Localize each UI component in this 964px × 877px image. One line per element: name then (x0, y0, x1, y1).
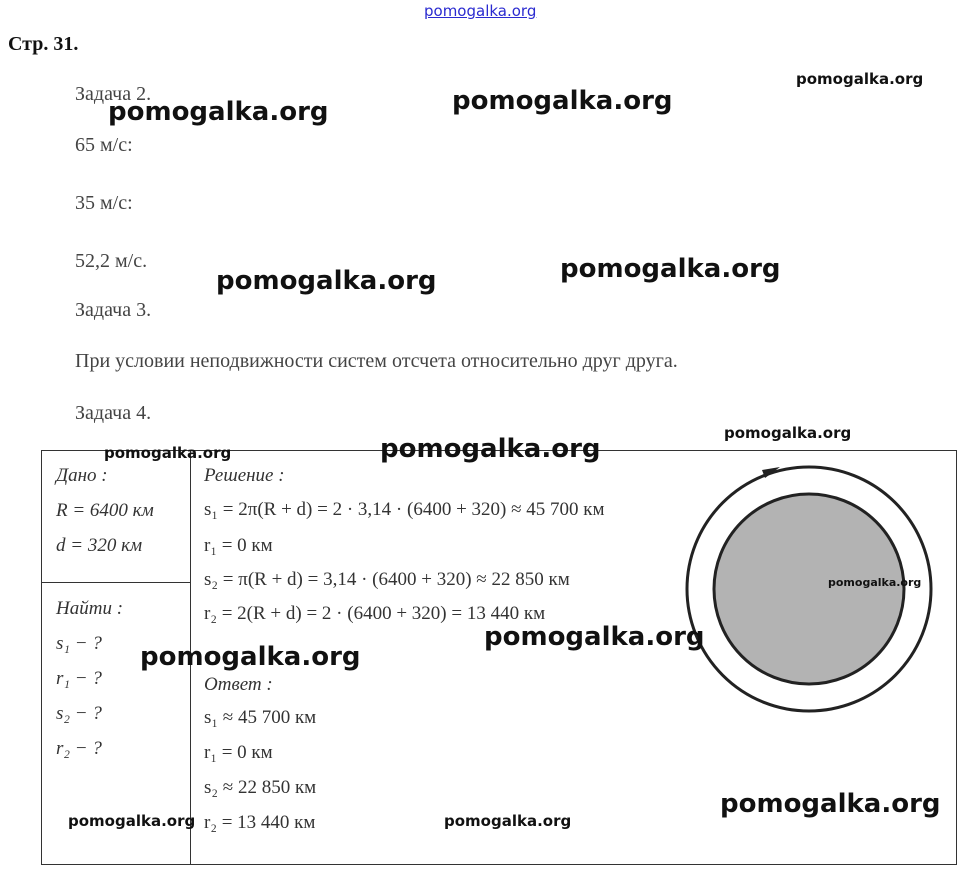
watermark: pomogalka.org (216, 266, 437, 296)
find-item: r₂ − ? (56, 738, 102, 759)
task3-title: Задача 3. (75, 299, 152, 321)
watermark: pomogalka.org (104, 444, 232, 462)
orbit-diagram (680, 460, 940, 720)
find-item: s₁ − ? (56, 633, 102, 654)
task2-line: 35 м/с: (75, 192, 133, 214)
solution-label: Решение : (204, 465, 285, 486)
given-item: d = 320 км (56, 535, 143, 556)
watermark: pomogalka.org (68, 812, 196, 830)
watermark: pomogalka.org (796, 70, 924, 88)
solution-line: r₁ = 0 км (204, 535, 273, 556)
planet-circle (714, 494, 904, 684)
find-item: r₁ − ? (56, 668, 102, 689)
watermark: pomogalka.org (828, 576, 922, 589)
page-reference: Стр. 31. (8, 33, 79, 55)
watermark: pomogalka.org (720, 789, 941, 819)
table-divider-horizontal (41, 582, 190, 583)
solution-line: s₁ = 2π(R + d) = 2 · 3,14 · (6400 + 320) ≈ 45 700 км (204, 499, 605, 520)
watermark: pomogalka.org (140, 642, 361, 672)
given-label: Дано : (56, 465, 108, 486)
answer-label: Ответ : (204, 674, 273, 695)
watermark: pomogalka.org (108, 97, 329, 127)
watermark: pomogalka.org (560, 254, 781, 284)
task2-line: 52,2 м/с. (75, 250, 148, 272)
task2-line: 65 м/с: (75, 134, 133, 156)
solution-line: s₂ = π(R + d) = 3,14 · (6400 + 320) ≈ 22 850 км (204, 569, 570, 590)
watermark: pomogalka.org (484, 622, 705, 652)
answer-item: r₁ = 0 км (204, 742, 273, 763)
answer-item: s₂ ≈ 22 850 км (204, 777, 317, 798)
given-item: R = 6400 км (56, 500, 154, 521)
task3-text: При условии неподвижности систем отсчета относительно друг друга. (75, 350, 678, 372)
watermark: pomogalka.org (452, 86, 673, 116)
watermark: pomogalka.org (724, 424, 852, 442)
find-label: Найти : (56, 598, 124, 619)
watermark-link[interactable]: pomogalka.org (424, 2, 537, 20)
watermark: pomogalka.org (444, 812, 572, 830)
solution-line: r₂ = 2(R + d) = 2 · (6400 + 320) = 13 440 км (204, 603, 546, 624)
answer-item: s₁ ≈ 45 700 км (204, 707, 317, 728)
watermark: pomogalka.org (380, 434, 601, 464)
find-item: s₂ − ? (56, 703, 102, 724)
answer-item: r₂ = 13 440 км (204, 812, 316, 833)
task4-title: Задача 4. (75, 402, 152, 424)
task2-title: Задача 2. (75, 83, 152, 105)
